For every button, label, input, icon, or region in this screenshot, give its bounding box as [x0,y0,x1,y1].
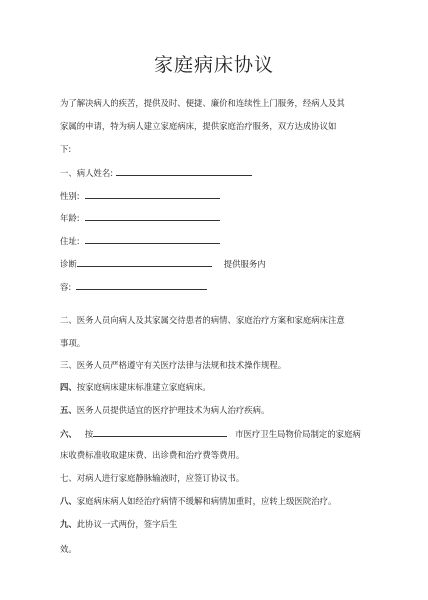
gender-row [60,189,220,202]
address-blank[interactable] [85,234,220,244]
clause-6-city-blank[interactable] [93,427,227,437]
diagnosis-row [60,257,266,270]
clause-4-text: 按家庭病床建床标准建立家庭病床。 [76,382,211,392]
clause-3: 三、医务人员严格遵守有关医疗法律与法规和技术操作规程。 [60,360,287,370]
clause-8-text: 家庭病床病人如经治疗病情不缓解和病情加重时，应转上级医院治疗。 [76,496,337,506]
clause-6-pre: 按 [84,429,94,439]
content-blank[interactable] [76,280,207,290]
clause-6-line-1 [60,427,361,440]
clause-9-line-1 [60,518,177,530]
clause-8-number: 八、 [60,496,77,506]
clause-6-number: 六、 [60,429,77,439]
clause-7: 七、对病人进行家庭静脉输液时，应签订协议书。 [60,473,245,483]
content-label: 容: [60,282,72,292]
content-row [60,280,207,293]
clause-5-text: 医务人员提供适宜的医疗护理技术为病人治疗疾病。 [76,405,270,415]
clause-6-post: 市医疗卫生局物价局制定的家庭病 [235,429,361,439]
age-row [60,211,220,224]
document-title: 家庭病床协议 [153,54,274,76]
intro-line-2: 家属的申请，特为病人建立家庭病床，提供家庭治疗服务，双方达成协议如 [60,121,337,131]
clause-6-line-2: 床收费标准收取建床费、出诊费和治疗费等费用。 [60,450,245,460]
clause-2-line-1: 二、医务人员向病人及其家属交待患者的病情、家庭治疗方案和家庭病床注意 [60,315,345,325]
patient-name-blank[interactable] [116,166,252,176]
age-label: 年龄: [60,213,80,223]
service-label: 提供服务内 [223,259,266,269]
clause-8 [60,495,336,507]
clause-2-line-2: 事项。 [60,338,86,348]
address-label: 住址: [60,236,80,246]
diagnosis-blank[interactable] [77,257,212,267]
clause-4-number: 四、 [60,382,77,392]
clause-9-number: 九、 [60,519,77,529]
intro-line-3: 下: [60,144,72,154]
clause-5 [60,404,269,416]
clause-9-line-2: 效。 [60,544,77,554]
age-blank[interactable] [85,211,220,221]
gender-label: 性别: [60,191,80,201]
clause-5-number: 五、 [60,405,77,415]
intro-line-1: 为了解决病人的疾苦，提供及时、便捷、廉价和连续性上门服务，经病人及其 [60,98,345,108]
clause-4 [60,381,211,393]
patient-name-row [60,166,252,179]
patient-name-label: 一、病人姓名: [60,168,114,178]
address-row [60,234,220,247]
diagnosis-label: 诊断 [60,259,77,269]
clause-9-text: 此协议一式两份，签字后生 [76,519,178,529]
gender-blank[interactable] [85,189,220,199]
